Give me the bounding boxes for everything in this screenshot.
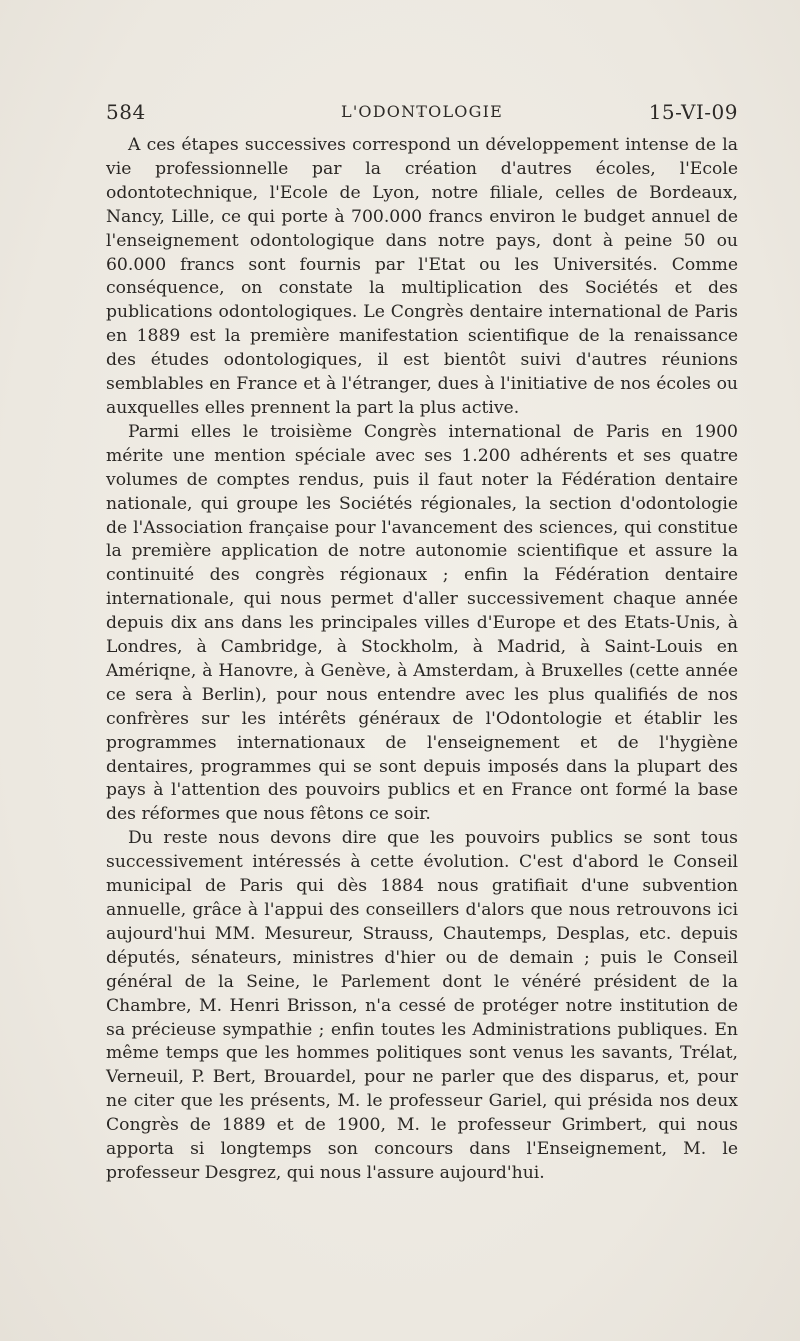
- running-header: [106, 100, 738, 128]
- paragraph-2: Parmi elles le troisième Congrès international de Paris en 1900 mérite une mention spéciale avec ses 1.200 adhérents et ses quatre volumes de comptes rendus, puis il faut noter la Fédération dentaire nationale, qui groupe les Sociétés régionales, la section d'odontologie de l'Association française pour l'avancement des sciences, qui constitue la première application de notre autonomie scientifique et assure la continuité des congrès régionaux ; enfin la Fédération dentaire internationale, qui nous permet d'aller successivement chaque année depuis dix ans dans les principales villes d'Europe et des Etats-Unis, à Londres, à Cambridge, à Stockholm, à Madrid, à Saint-Louis en Amériqne, à Hanovre, à Genève, à Amsterdam, à Bruxelles (cette année ce sera à Berlin), pour nous entendre avec les plus qualifiés de nos confrères sur les intérêts généraux de l'Odontologie et établir les programmes internationaux de l'enseignement et de l'hygiène dentaires, programmes qui se sont depuis imposés dans la plupart des pays à l'attention des pouvoirs publics et en France ont formé la base des réformes que nous fêtons ce soir.: [106, 421, 738, 825]
- issue-date: 15-VI-09: [648, 100, 738, 124]
- running-title: L'ODONTOLOGIE: [341, 102, 503, 121]
- page-number: 584: [106, 100, 146, 124]
- paragraph-1: A ces étapes successives correspond un développement intense de la vie professionnelle par la création d'autres écoles, l'Ecole odontotechnique, l'Ecole de Lyon, notre filiale, celles de Bordeaux, Nancy, Lille, ce qui porte à 700.000 francs environ le budget annuel de l'enseignement odontologique dans notre pays, dont à peine 50 ou 60.000 francs sont fournis par l'Etat ou les Universités. Comme conséquence, on constate la multiplication des Sociétés et des publications odontologiques. Le Congrès dentaire international de Paris en 1889 est la première manifestation scientifique de la renaissance des études odontologiques, il est bientôt suivi d'autres réunions semblables en France et à l'étranger, dues à l'initiative de nos écoles ou auxquelles elles prennent la part la plus active.: [106, 135, 738, 418]
- paragraph-3: Du reste nous devons dire que les pouvoirs publics se sont tous successivement intéressés à cette évolution. C'est d'abord le Conseil municipal de Paris qui dès 1884 nous gratifiait d'une subvention annuelle, grâce à l'appui des conseillers d'alors que nous retrouvons ici aujourd'hui MM. Mesureur, Strauss, Chautemps, Desplas, etc. depuis députés, sénateurs, ministres d'hier ou de demain ; puis le Conseil général de la Seine, le Parlement dont le vénéré président de la Chambre, M. Henri Brisson, n'a cessé de protéger notre institution de sa précieuse sympathie ; enfin toutes les Administrations publiques. En même temps que les hommes politiques sont venus les savants, Trélat, Verneuil, P. Bert, Brouardel, pour ne parler que des disparus, et, pour ne citer que les présents, M. le professeur Gariel, qui présida nos deux Congrès de 1889 et de 1900, M. le professeur Grimbert, qui nous apporta si longtemps son concours dans l'Enseignement, M. le professeur Desgrez, qui nous l'assure aujourd'hui.: [106, 828, 738, 1183]
- article-body: [106, 134, 738, 1186]
